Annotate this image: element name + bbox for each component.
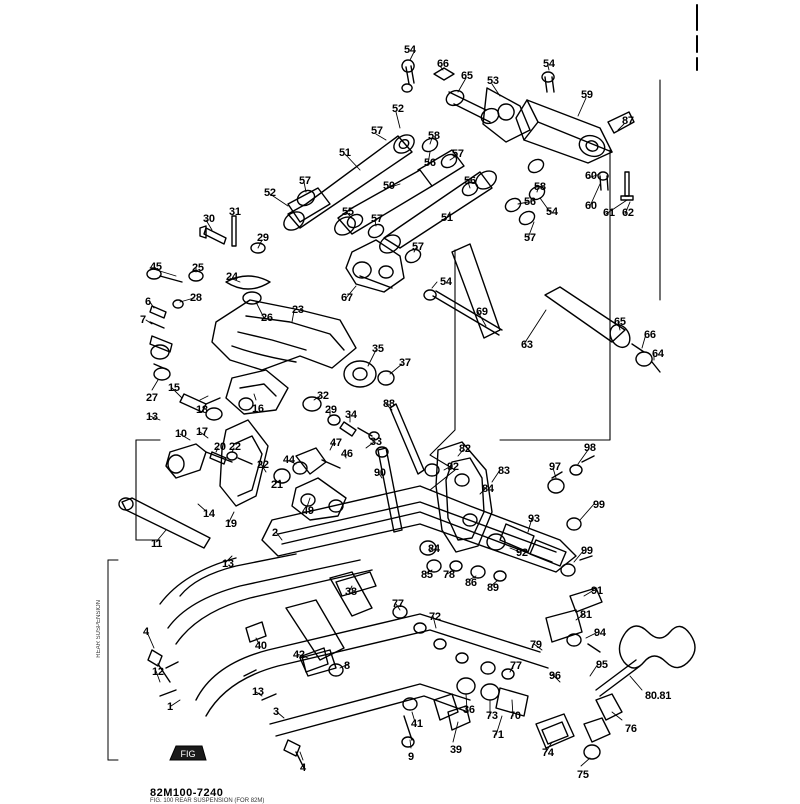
callout-number: 56	[464, 175, 476, 187]
callout-number: 33	[370, 436, 382, 448]
callout-number: 76	[625, 723, 637, 735]
callout-number: 99	[593, 499, 605, 511]
callout-number: 40	[255, 640, 267, 652]
callout-number: 97	[549, 461, 561, 473]
callout-number: 7	[140, 314, 146, 326]
callout-number: 54	[404, 44, 416, 56]
callout-number: 77	[392, 598, 404, 610]
callout-number: 37	[399, 357, 411, 369]
callout-number: 77	[510, 660, 522, 672]
diagram-footer-note: FIG. 100 REAR SUSPENSION (FOR 82M)	[150, 798, 265, 804]
callout-number: 22	[257, 459, 269, 471]
callout-number: 22	[229, 441, 241, 453]
callout-number: 3	[273, 706, 279, 718]
callout-number: 51	[339, 147, 351, 159]
callout-number: 96	[549, 670, 561, 682]
callout-number: 14	[203, 508, 215, 520]
callout-number: 79	[530, 639, 542, 651]
callout-number: 19	[225, 518, 237, 530]
callout-number: 92	[447, 461, 459, 473]
callout-number: 81	[580, 609, 592, 621]
callout-number: 72	[429, 611, 441, 623]
callout-number: 78	[443, 569, 455, 581]
callout-number: 56	[424, 157, 436, 169]
callout-number: 13	[252, 686, 264, 698]
callout-number: 82	[459, 443, 471, 455]
callout-number: 28	[190, 292, 202, 304]
callout-number: 66	[437, 58, 449, 70]
callout-number: 52	[264, 187, 276, 199]
callout-number: 23	[292, 304, 304, 316]
callout-number: 94	[594, 627, 606, 639]
callout-number: 54	[546, 206, 558, 218]
callout-number: 64	[652, 348, 664, 360]
callout-number: 12	[152, 666, 164, 678]
callout-number: 87	[622, 115, 634, 127]
callout-number: 25	[192, 262, 204, 274]
callout-number: 30	[203, 213, 215, 225]
callout-number: 17	[196, 426, 208, 438]
callout-number: 34	[345, 409, 357, 421]
callout-number: 91	[591, 585, 603, 597]
diagram-side-note: REAR SUSPENSION	[96, 600, 102, 658]
diagram-part-number: 82M100-7240	[150, 787, 224, 799]
callout-number: 92	[516, 547, 528, 559]
svg-text:FIG: FIG	[180, 749, 196, 759]
callout-number: 60	[585, 200, 597, 212]
callout-number: 61	[603, 207, 615, 219]
callout-number: 86	[465, 577, 477, 589]
callout-number: 2	[272, 527, 278, 539]
callout-number: 74	[542, 747, 554, 759]
callout-number: 10	[175, 428, 187, 440]
callout-number: 13	[222, 558, 234, 570]
callout-number: 27	[146, 392, 158, 404]
callout-number: 38	[345, 586, 357, 598]
callout-number: 46	[341, 448, 353, 460]
callout-number: 21	[271, 479, 283, 491]
callout-number: 84	[428, 543, 440, 555]
callout-number: 57	[371, 125, 383, 137]
callout-number: 57	[524, 232, 536, 244]
callout-number: 88	[383, 398, 395, 410]
callout-number: 85	[421, 569, 433, 581]
callout-number: 66	[644, 329, 656, 341]
callout-number: 6	[145, 296, 151, 308]
callout-number: 11	[151, 538, 163, 550]
callout-number: 13	[146, 411, 158, 423]
callout-number: 70	[509, 710, 521, 722]
callout-number: 57	[299, 175, 311, 187]
callout-number: 51	[441, 212, 453, 224]
callout-number: 18	[196, 404, 208, 416]
callout-number: 54	[440, 276, 452, 288]
callout-number: 71	[492, 729, 504, 741]
callout-number: 44	[283, 454, 295, 466]
callout-number: 24	[226, 271, 238, 283]
callout-number: 50	[383, 180, 395, 192]
callout-number: 89	[487, 582, 499, 594]
callout-number: 56	[524, 196, 536, 208]
callout-number: 39	[450, 744, 462, 756]
callout-number: 99	[581, 545, 593, 557]
callout-number: 47	[330, 437, 342, 449]
callout-number: 15	[168, 382, 180, 394]
callout-number: 57	[412, 241, 424, 253]
callout-number: 26	[261, 312, 273, 324]
callout-number: 57	[452, 148, 464, 160]
callout-number: 9	[408, 751, 414, 763]
callout-number: 84	[482, 483, 494, 495]
callout-number: 49	[302, 505, 314, 517]
callout-number: 62	[622, 207, 634, 219]
callout-number: 35	[372, 343, 384, 355]
callout-number: 32	[317, 390, 329, 402]
callout-number: 42	[293, 649, 305, 661]
callout-number: 55	[342, 206, 354, 218]
callout-number: 29	[257, 232, 269, 244]
callout-number: 20	[214, 441, 226, 453]
callout-number: 54	[543, 58, 555, 70]
callout-number: 53	[487, 75, 499, 87]
callout-number: 69	[476, 306, 488, 318]
callout-number: 73	[486, 710, 498, 722]
callout-number: 65	[461, 70, 473, 82]
callout-number: 4	[143, 626, 149, 638]
callout-number: 67	[341, 292, 353, 304]
callout-number: 29	[325, 404, 337, 416]
callout-number: 16	[252, 403, 264, 415]
callout-number: 57	[371, 213, 383, 225]
callout-number: 60	[585, 170, 597, 182]
callout-number: 41	[411, 718, 423, 730]
callout-number: 8	[344, 660, 350, 672]
callout-number: 83	[498, 465, 510, 477]
callout-number: 52	[392, 103, 404, 115]
callout-number: 36	[463, 704, 475, 716]
callout-number: 80.81	[645, 690, 672, 702]
fig-logo-badge	[168, 742, 208, 766]
callout-number: 59	[581, 89, 593, 101]
callout-number: 65	[614, 316, 626, 328]
callout-number: 58	[428, 130, 440, 142]
callout-number: 1	[167, 701, 173, 713]
callout-number: 95	[596, 659, 608, 671]
callout-number: 31	[229, 206, 241, 218]
callout-number: 63	[521, 339, 533, 351]
callout-number: 75	[577, 769, 589, 781]
callout-number: 90	[374, 467, 386, 479]
callout-number: 93	[528, 513, 540, 525]
callout-number: 98	[584, 442, 596, 454]
callout-number: 45	[150, 261, 162, 273]
callout-number: 58	[534, 181, 546, 193]
callout-number: 4	[300, 762, 306, 774]
